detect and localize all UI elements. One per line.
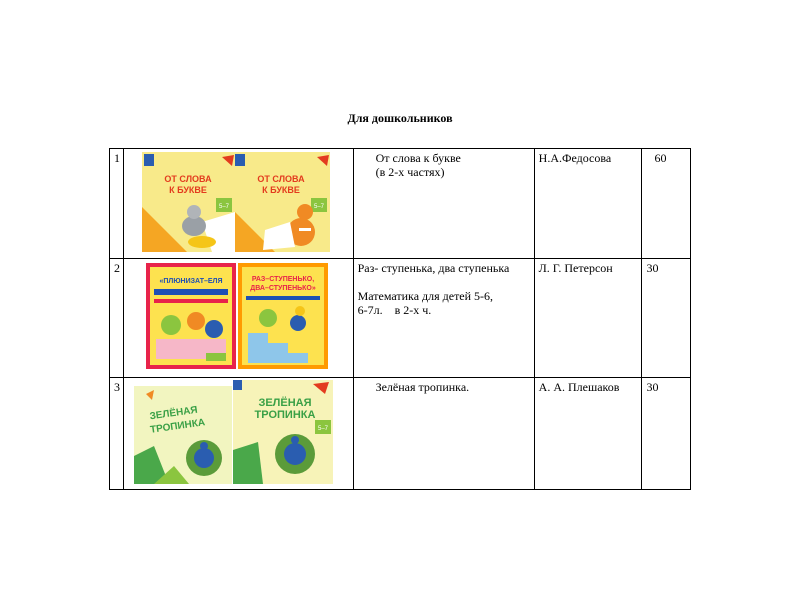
book-cover-image bbox=[142, 152, 235, 252]
cover-age-badge: 5–7 bbox=[218, 204, 230, 210]
cover-title-line: К БУКВЕ bbox=[262, 185, 300, 195]
book-cover-image bbox=[146, 263, 236, 369]
book-price: 30 bbox=[642, 378, 691, 490]
cover-title-line: ТРОПИНКА bbox=[254, 409, 316, 421]
section-heading: Для дошкольников bbox=[347, 111, 453, 125]
cover-age-badge: 5–7 bbox=[317, 426, 329, 432]
book-author: Н.А.Федосова bbox=[534, 149, 642, 259]
book-price: 60 bbox=[642, 149, 691, 259]
book-title-line bbox=[358, 275, 530, 289]
book-title-line: Раз- ступенька, два ступенька bbox=[357, 261, 510, 275]
book-title-line: Математика для детей 5-6, bbox=[357, 289, 494, 303]
row-number: 1 bbox=[110, 149, 124, 259]
cover-title-line: ТРОПИНКА bbox=[149, 417, 206, 436]
book-covers-cell bbox=[124, 378, 354, 490]
book-title-cell bbox=[353, 259, 534, 378]
table-row bbox=[110, 149, 691, 259]
book-title-line: (в 2-х частях) bbox=[375, 165, 445, 179]
cover-title-line: ДВА–СТУПЕНЬКО» bbox=[250, 285, 316, 292]
book-title-cell bbox=[353, 378, 534, 490]
cover-title-line: РАЗ–СТУПЕНЬКО, bbox=[251, 276, 315, 283]
cover-title-line: К БУКВЕ bbox=[169, 185, 207, 195]
books-table bbox=[109, 148, 691, 490]
cover-title-line: ЗЕЛЁНАЯ bbox=[148, 404, 199, 423]
book-cover-image bbox=[134, 386, 232, 484]
table-row bbox=[110, 259, 691, 378]
book-cover-image bbox=[235, 152, 330, 252]
cover-age-badge: 5–7 bbox=[313, 204, 325, 210]
cover-title-line: ОТ СЛОВА bbox=[164, 174, 212, 184]
row-number: 3 bbox=[110, 378, 124, 490]
table-row bbox=[110, 378, 691, 490]
book-author: Л. Г. Петерсон bbox=[534, 259, 642, 378]
cover-title-line: «ПЛЮНИЗАТ–ЕЛЯ bbox=[159, 278, 223, 285]
book-title-line: 6-7л. в 2-х ч. bbox=[357, 303, 432, 317]
row-number: 2 bbox=[110, 259, 124, 378]
book-author: А. А. Плешаков bbox=[534, 378, 642, 490]
book-title-cell bbox=[353, 149, 534, 259]
book-covers-cell bbox=[124, 149, 354, 259]
book-title-line: Зелёная тропинка. bbox=[375, 380, 470, 394]
book-title-line: От слова к букве bbox=[375, 151, 461, 165]
book-price: 30 bbox=[642, 259, 691, 378]
book-covers-cell bbox=[124, 259, 354, 378]
cover-title-line: ЗЕЛЁНАЯ bbox=[258, 397, 312, 409]
book-cover-image bbox=[233, 380, 333, 484]
cover-title-line: ОТ СЛОВА bbox=[257, 174, 305, 184]
book-cover-image bbox=[238, 263, 328, 369]
